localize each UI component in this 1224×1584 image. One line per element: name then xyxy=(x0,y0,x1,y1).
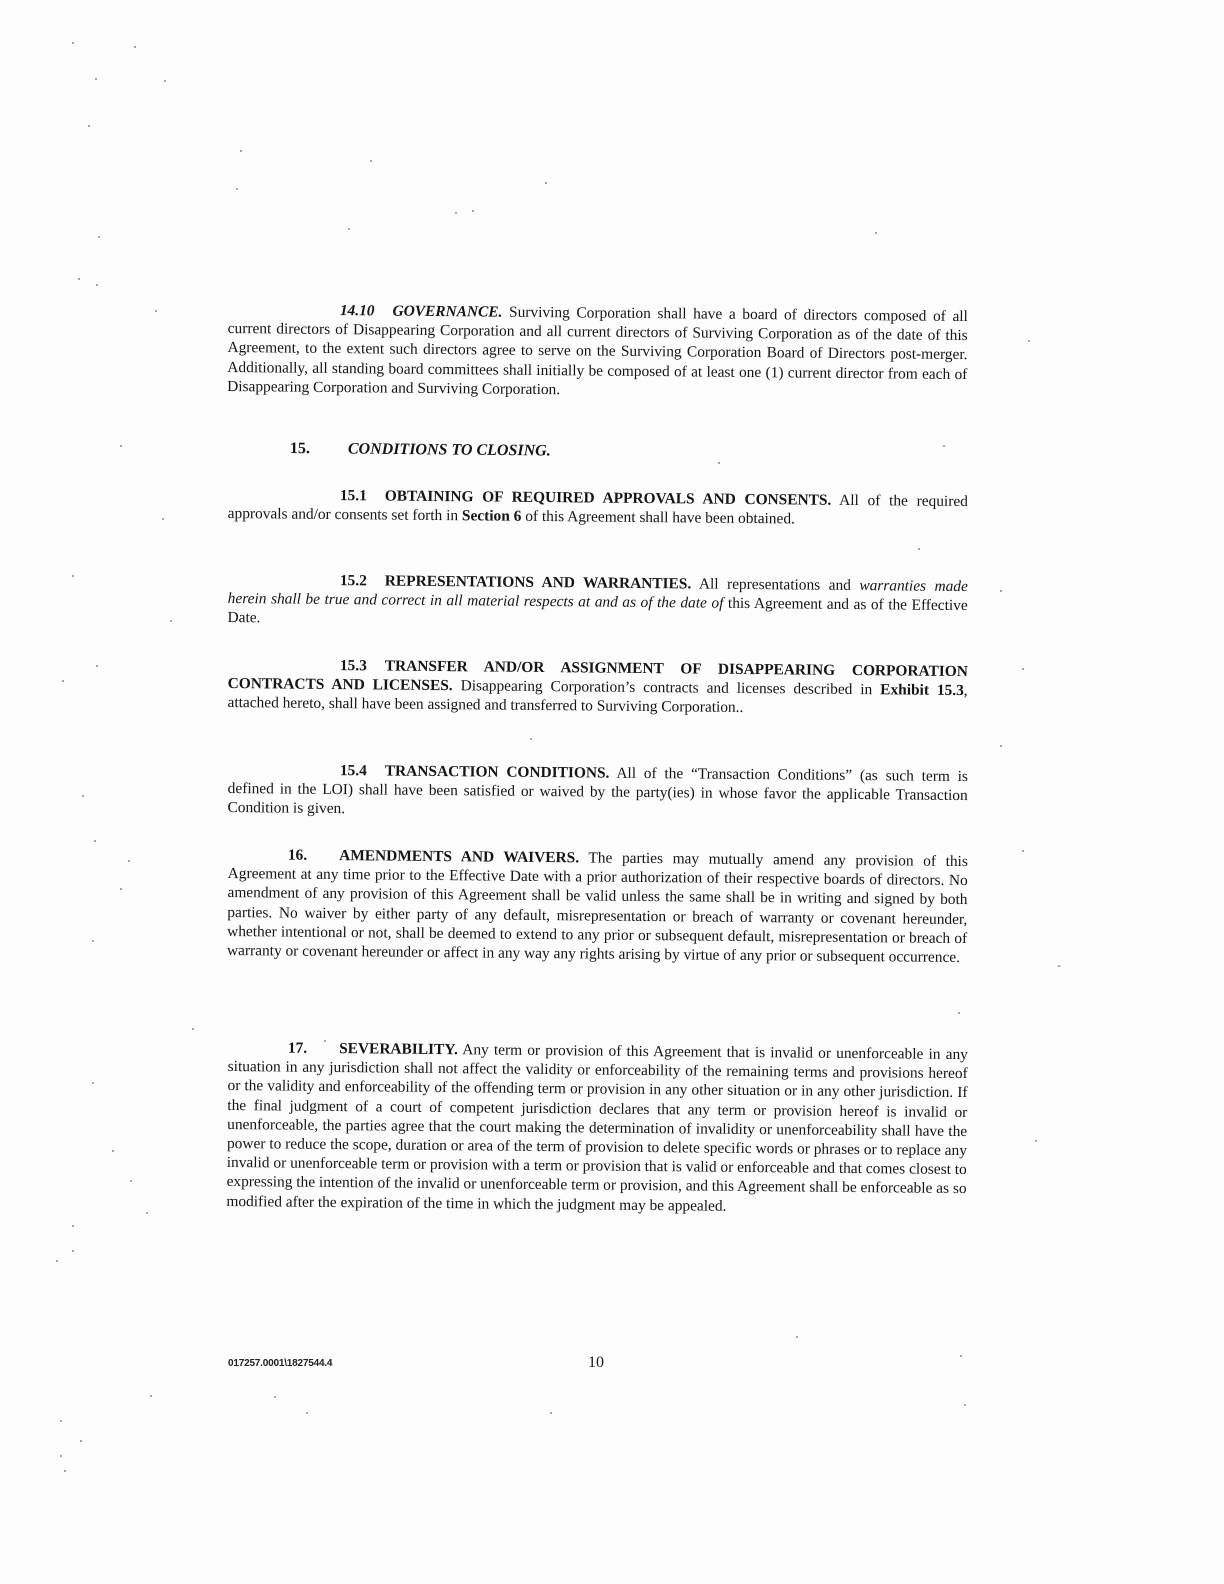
section-number: 15. xyxy=(289,440,310,458)
section-body: All of the required approvals and/or consents set forth in xyxy=(227,491,968,525)
section-number: 14.10 xyxy=(339,302,375,320)
section-body-italic: warranties made herein shall be true and correct in all material respects at and as of the date of xyxy=(227,577,968,612)
section-number: 17. xyxy=(287,1039,308,1057)
section-body: Surviving Corporation shall have a board of directors composed of all current directors of Disappearing Corporation and all current directors of Surviving Corporation as of the date of this Agreement, to the extent such directors agree to serve on the Surviving Corporation Board of Directors post-merger. Additionally, all standing board committees shall initially be composed of at least one (1) current director from each of Disappearing Corporation and Surviving Corporation. xyxy=(227,303,968,399)
section-reference: Exhibit 15.3 xyxy=(880,681,964,700)
section-number: 15.4 xyxy=(339,762,367,780)
page-number: 10 xyxy=(588,1354,604,1371)
section-heading: SEVERABILITY. xyxy=(339,1040,458,1059)
section-body-end: , attached hereto, shall have been assigned and transferred to Surviving Corporation.. xyxy=(227,682,968,717)
section-heading: GOVERNANCE. xyxy=(392,302,503,321)
section-16 xyxy=(227,845,968,967)
section-heading: TRANSACTION CONDITIONS. xyxy=(384,762,610,782)
section-body: Any term or provision of this Agreement that is invalid or unenforceable in any situation in any jurisdiction shall not affect the validity or enforceability of the remaining terms and provisions hereof or the validity and enforceability of the offending term or provision in any other situation or in any other jurisdiction. If the final judgment of a court of competent jurisdiction declares that any term or provision hereof is invalid or unenforceable, the parties agree that the court making the determination of invalidity or unenforceability shall have the power to reduce the scope, duration or area of the term of provision to delete specific words or phrases or to replace any invalid or unenforceable term or provision with a term or provision that is valid or enforceable and that comes closest to expressing the intention of the invalid or unenforceable term or provision, and this Agreement shall be enforceable as so modified after the expiration of the time in which the judgment may be appealed. xyxy=(226,1041,968,1215)
section-heading: TRANSFER AND/OR ASSIGNMENT OF DISAPPEARING CORPORATION CONTRACTS AND LICENSES. xyxy=(227,657,968,695)
section-number: 15.2 xyxy=(339,572,367,590)
section-body: All of the “Transaction Conditions” (as such term is defined in the LOI) shall have been satisfied or waived by the party(ies) in whose favor the applicable Transaction Condition is given. xyxy=(227,764,968,818)
section-number: 15.3 xyxy=(339,657,367,675)
section-number: 16. xyxy=(287,846,308,864)
section-heading: AMENDMENTS AND WAIVERS. xyxy=(339,847,580,867)
section-15-2 xyxy=(227,570,968,635)
section-reference: Section 6 xyxy=(461,507,522,526)
section-number: 15.1 xyxy=(339,487,367,505)
document-id: 017257.0001\1827544.4 xyxy=(228,1358,333,1369)
section-heading: CONDITIONS TO CLOSING. xyxy=(347,440,551,460)
section-body: All representations and xyxy=(698,575,851,594)
section-15-3 xyxy=(227,655,968,720)
section-heading: OBTAINING OF REQUIRED APPROVALS AND CONSENTS. xyxy=(384,487,832,509)
section-body-end: of this Agreement shall have been obtained. xyxy=(525,508,795,528)
section-14-10 xyxy=(227,300,968,403)
section-15-4 xyxy=(227,760,968,825)
section-body: Disappearing Corporation’s contracts and licenses described in xyxy=(460,677,873,699)
section-heading: REPRESENTATIONS AND WARRANTIES. xyxy=(384,572,692,593)
section-15-1 xyxy=(228,485,968,531)
section-body: The parties may mutually amend any provision of this Agreement at any time prior to the Effective Date with a prior authorization of their respective boards of directors. No amendment of any provision of this Agreement shall be valid unless the same shall be in writing and signed by both parties. No waiver by either party of any default, misrepresentation or breach of warranty or covenant hereunder, whether intentional or not, shall be deemed to extend to any prior or subsequent default, misrepresentation or breach of warranty or covenant hereunder or affect in any way any rights arising by virtue of any prior or subsequent occurrence. xyxy=(226,849,968,967)
section-body-end: this Agreement and as of the Effective Date. xyxy=(227,595,968,627)
section-15 xyxy=(290,440,551,461)
section-17 xyxy=(226,1038,968,1218)
